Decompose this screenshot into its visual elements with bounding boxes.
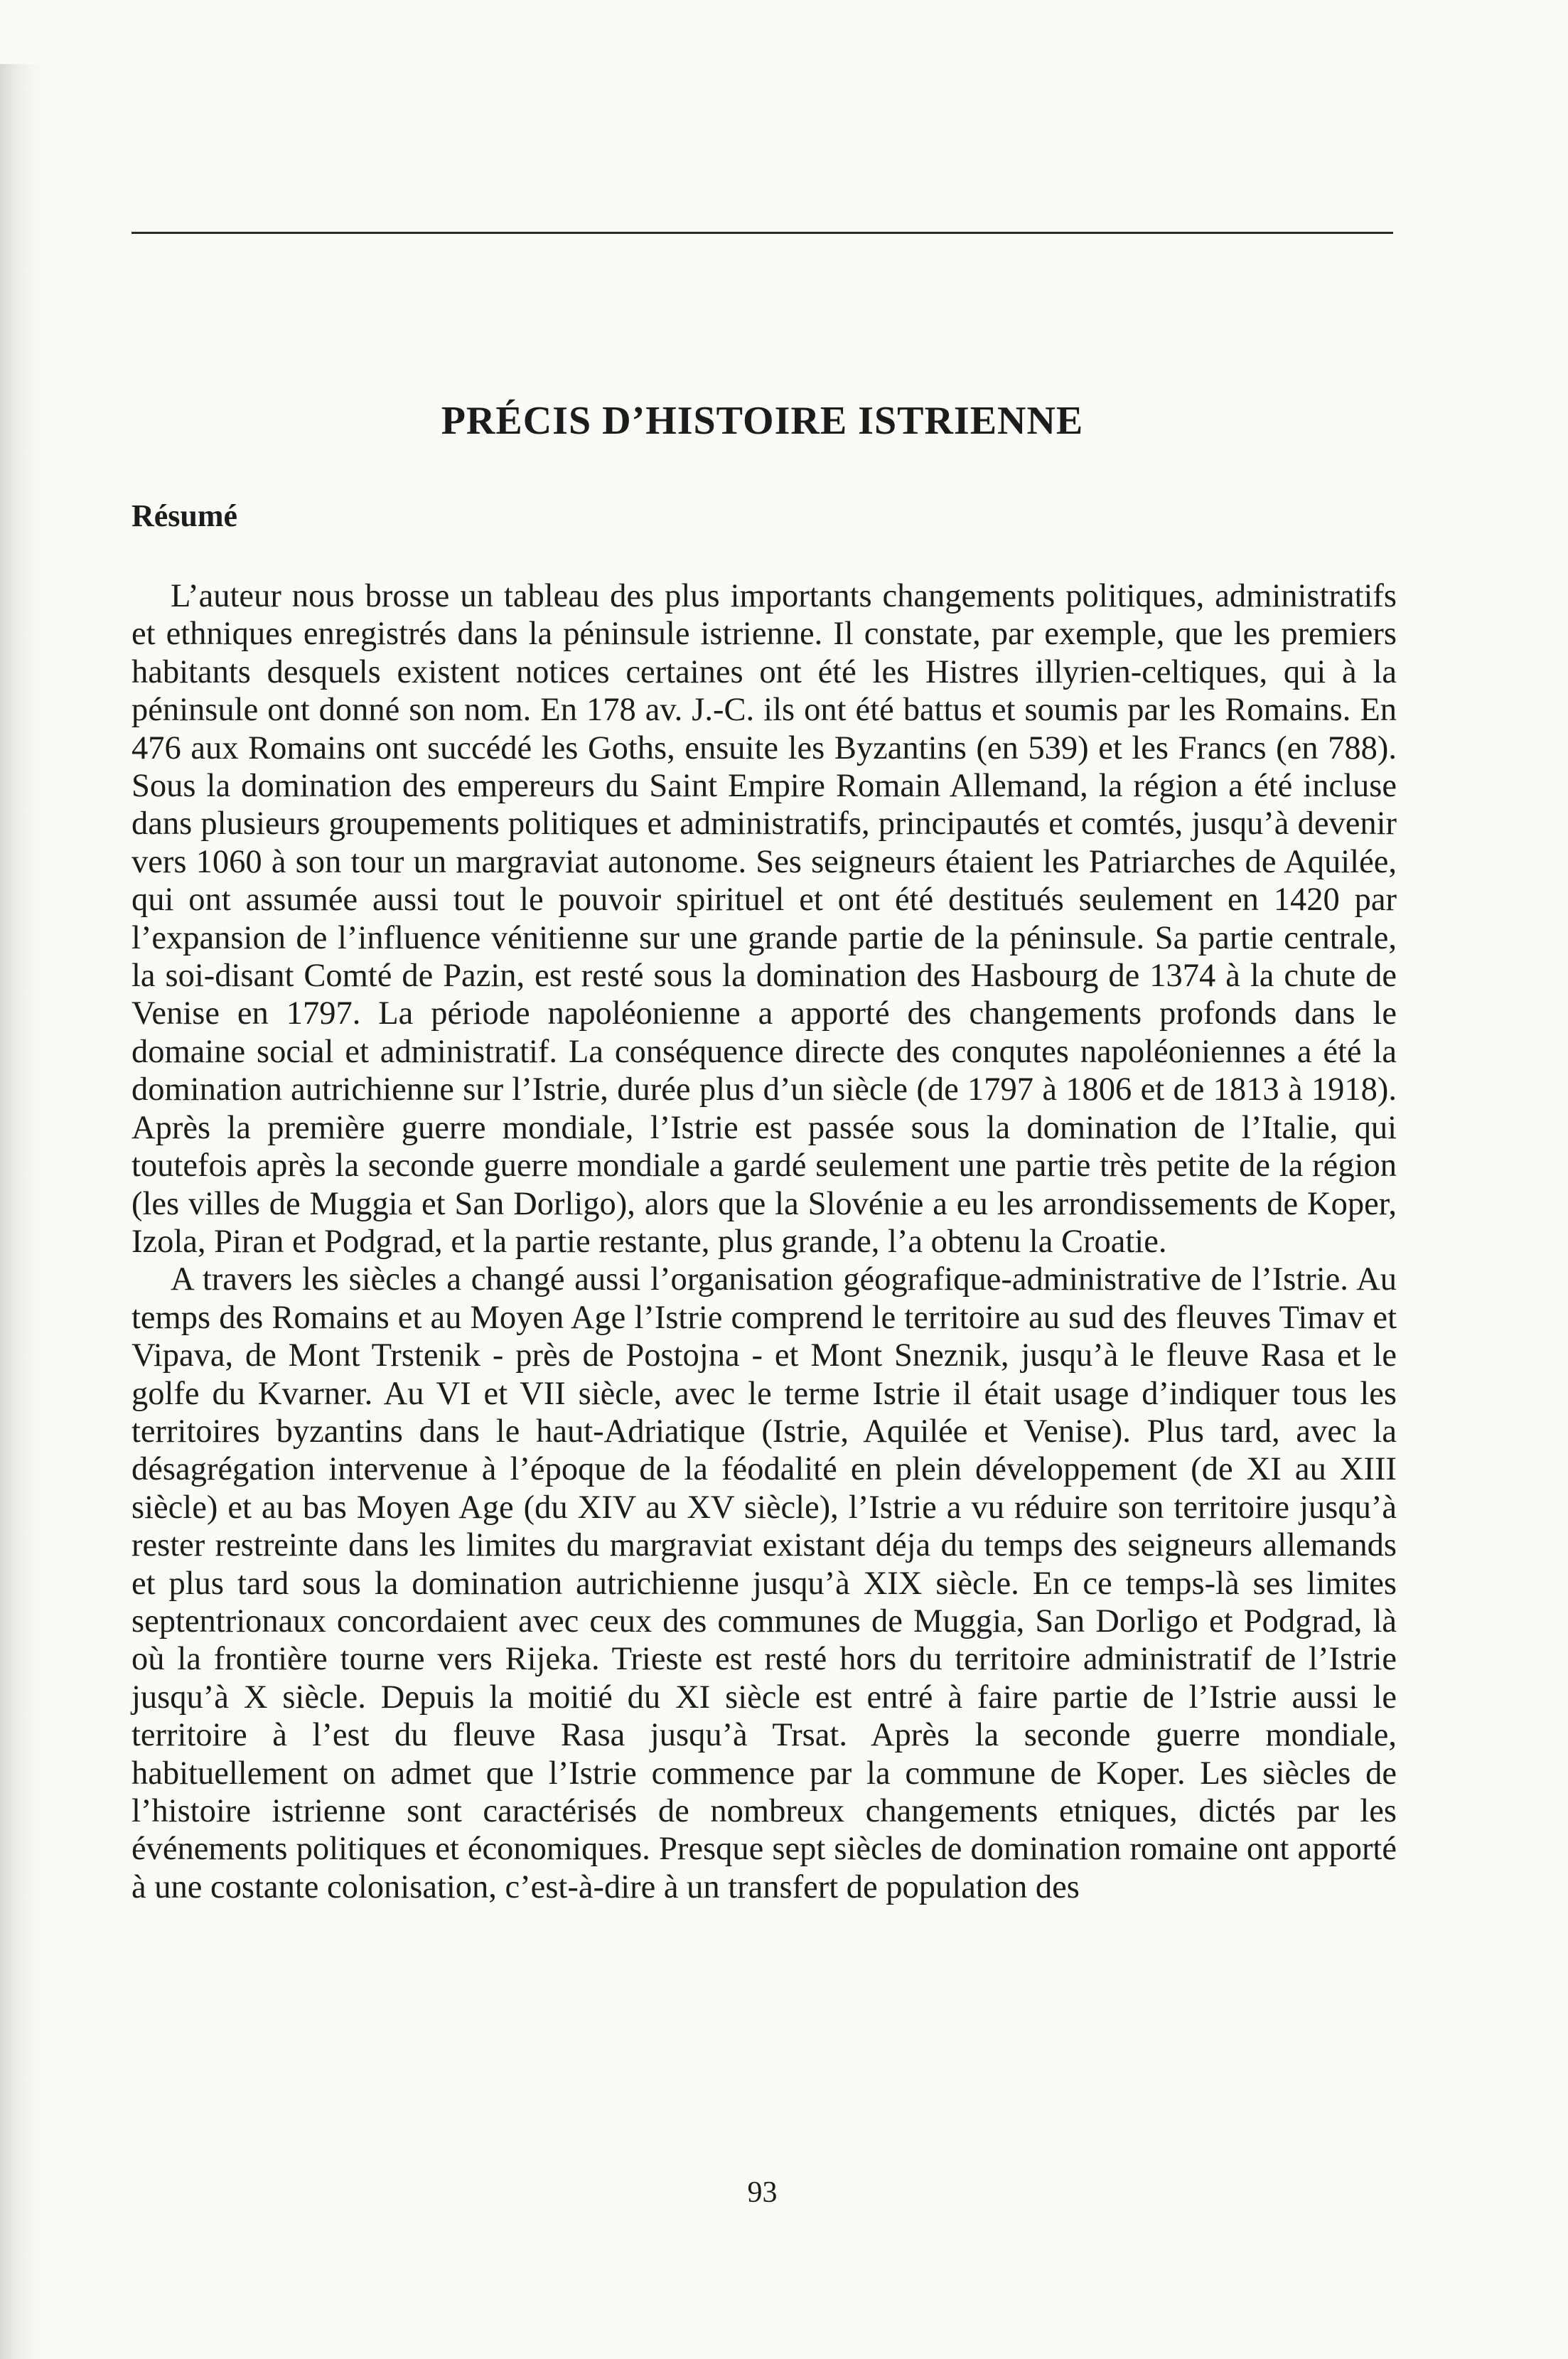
body-text: [131, 577, 1397, 1906]
page-title: PRÉCIS D’HISTOIRE ISTRIENNE: [441, 399, 1084, 443]
paragraph-1: L’auteur nous brosse un tableau des plus importants changements politiques, administratifs et ethniques enregistrés dans la péninsule istrienne. Il constate, par exemple, que les premiers habitants desquels existent notices certaines ont été les Histres illyrien-celtiques, qui à la péninsule ont donné son nom. En 178 av. J.-C. ils ont été battus et soumis par les Romains. En 476 aux Romains ont succédé les Goths, ensuite les Byzantins (en 539) et les Francs (en 788). Sous la domination des empereurs du Saint Empire Romain Allemand, la région a été incluse dans plusieurs groupements politiques et administratifs, principautés et comtés, jusqu’à devenir vers 1060 à son tour un margraviat autonome. Ses seigneurs étaient les Patriarches de Aquilée, qui ont assumée aussi tout le pouvoir spirituel et ont été destitués seulement en 1420 par l’expansion de l’influence vénitienne sur une grande partie de la péninsule. Sa partie centrale, la soi-disant Comté de Pazin, est resté sous la domination des Hasbourg de 1374 à la chute de Venise en 1797. La période napoléonienne a apporté des changements profonds dans le domaine social et administratif. La conséquence directe des conqutes napoléoniennes a été la domination autrichienne sur l’Istrie, durée plus d’un siècle (de 1797 à 1806 et de 1813 à 1918). Après la première guerre mondiale, l’Istrie est passée sous la domination de l’Italie, qui toutefois après la seconde guerre mondiale a gardé seulement une partie très petite de la région (les villes de Muggia et San Dorligo), alors que la Slovénie a eu les arrondissements de Koper, Izola, Piran et Podgrad, et la partie restante, plus grande, l’a obtenu la Croatie.: [131, 578, 1397, 1260]
paragraph-2: A travers les siècles a changé aussi l’organisation géografique-administrative de l’Istrie. Au temps des Romains et au Moyen Age l’Istrie comprend le territoire au sud des fleuves Timav et Vipava, de Mont Trstenik - près de Postojna - et Mont Sneznik, jusqu’à le fleuve Rasa et le golfe du Kvarner. Au VI et VII siècle, avec le terme Istrie il était usage d’indiquer tous les territoires byzantins dans le haut-Adriatique (Istrie, Aquilée et Venise). Plus tard, avec la désagrégation intervenue à l’époque de la féodalité en plein développement (de XI au XIII siècle) et au bas Moyen Age (du XIV au XV siècle), l’Istrie a vu réduire son territoire jusqu’à rester restreinte dans les limites du margraviat existant déja du temps des seigneurs allemands et plus tard sous la domination autrichienne jusqu’à XIX siècle. En ce temps-là ses limites septentrionaux concordaient avec ceux des communes de Muggia, San Dorligo et Podgrad, là où la frontière tourne vers Rijeka. Trieste est resté hors du territoire administratif de l’Istrie jusqu’à X siècle. Depuis la moitié du XI siècle est entré à faire partie de l’Istrie aussi le territoire à l’est du fleuve Rasa jusqu’à Trsat. Après la seconde guerre mondiale, habituellement on admet que l’Istrie commence par la commune de Koper. Les siècles de l’histoire istrienne sont caractérisés de nombreux changements etniques, dictés par les événements politiques et économiques. Presque sept siècles de domination romaine ont apporté à une costante colonisation, c’est-à-dire à un transfert de population des: [131, 1261, 1397, 1905]
binding-edge-shadow: [0, 64, 50, 2359]
section-heading-resume: Résumé: [131, 498, 238, 533]
header-rule: [131, 232, 1393, 234]
page-number: 93: [747, 2176, 778, 2209]
